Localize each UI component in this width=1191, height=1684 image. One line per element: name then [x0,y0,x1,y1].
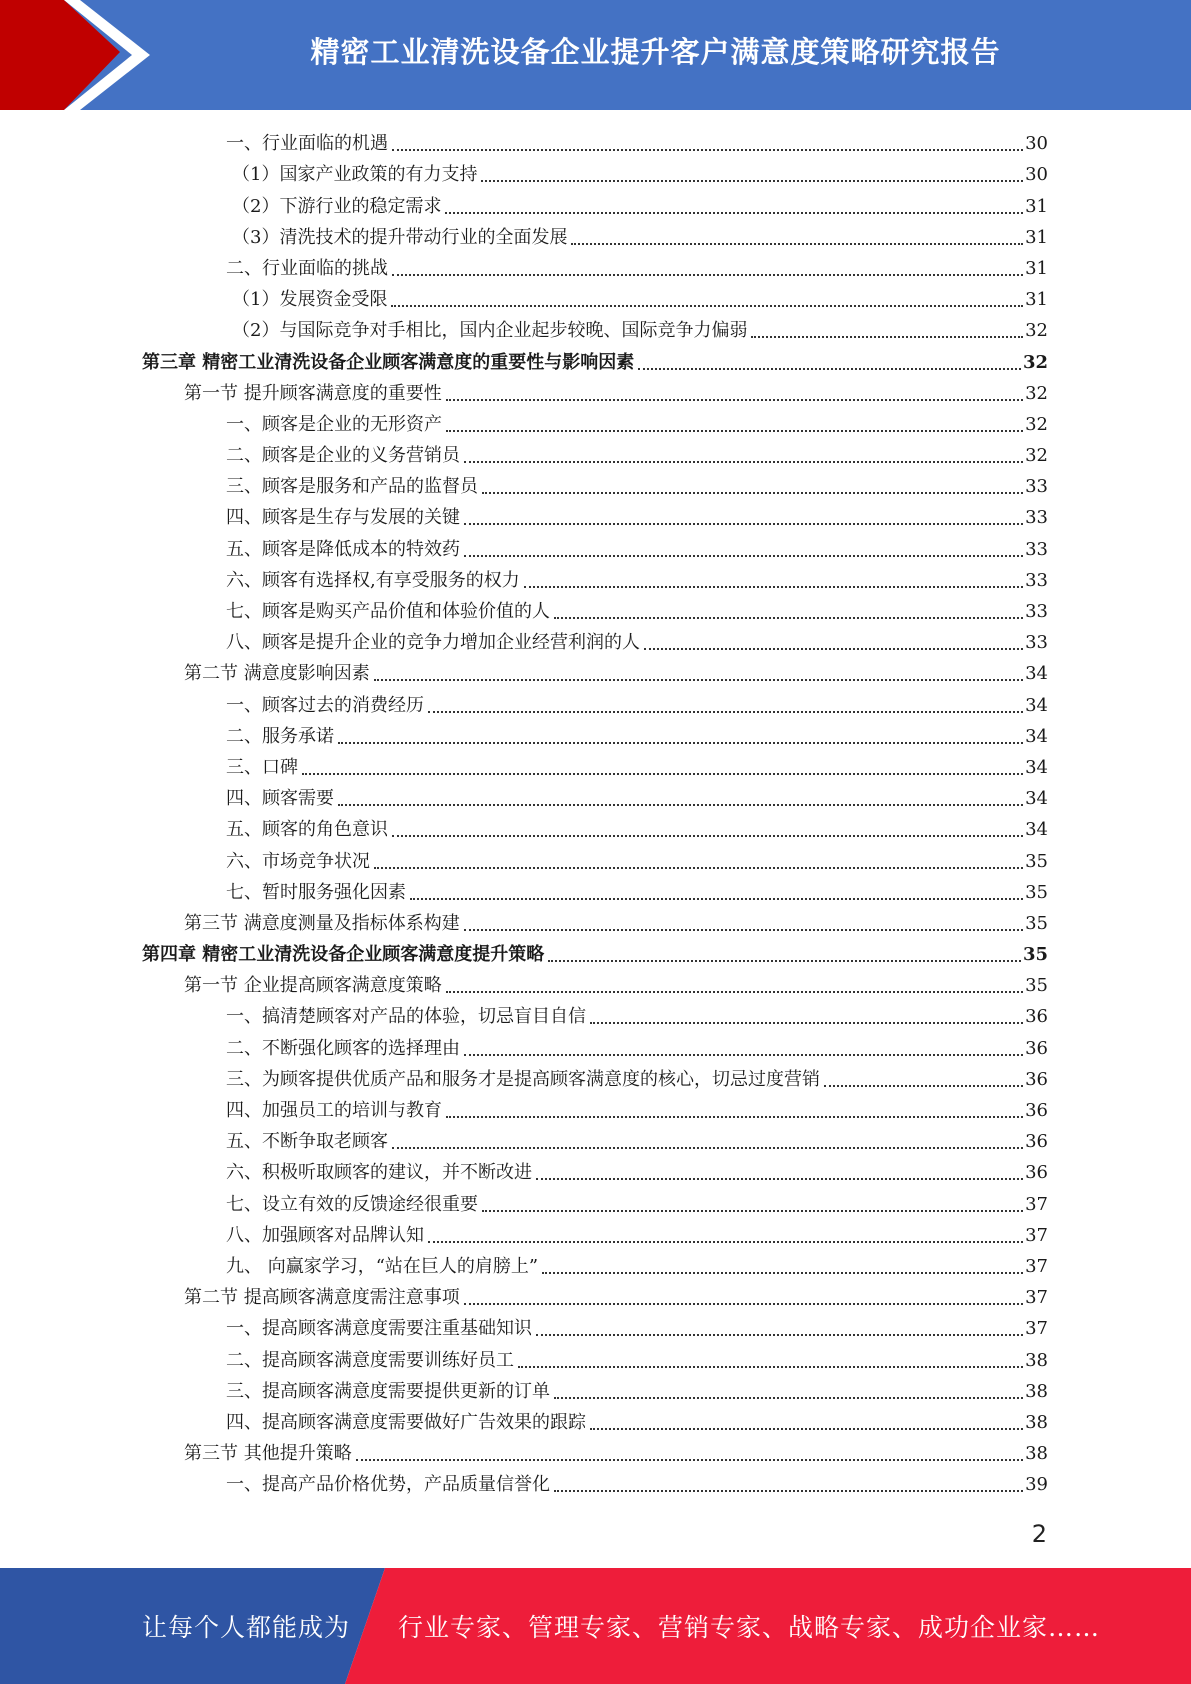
toc-entry[interactable] [142,658,1048,689]
toc-dot-leader [428,1240,1023,1243]
toc-entry[interactable] [142,1001,1048,1032]
toc-entry[interactable] [142,814,1048,845]
toc-entry-label: 三、提高顾客满意度需要提供更新的订单 [226,1380,550,1402]
toc-dot-leader [481,179,1023,182]
toc-entry-label: 九、 向赢家学习，“站在巨人的肩膀上” [226,1255,539,1277]
toc-entry[interactable] [142,1251,1048,1282]
toc-entry-page: 38 [1025,1411,1048,1433]
toc-entry-label: 二、服务承诺 [226,725,334,747]
toc-entry-page: 33 [1025,538,1048,560]
toc-entry-page: 38 [1025,1349,1048,1371]
toc-dot-leader [824,1084,1023,1087]
toc-entry-label: 二、顾客是企业的义务营销员 [226,445,460,467]
toc-entry-label: 一、提高产品价格优势，产品质量信誉化 [226,1474,550,1496]
toc-entry-label: 二、行业面临的挑战 [226,257,388,279]
toc-dot-leader [428,710,1023,713]
toc-entry[interactable] [142,596,1048,627]
toc-entry[interactable] [142,1376,1048,1407]
chevron-arrow-icon [0,0,150,110]
toc-entry-page: 37 [1025,1255,1048,1277]
table-of-contents [142,128,1048,1500]
toc-dot-leader [542,1271,1023,1274]
toc-entry[interactable] [142,1188,1048,1219]
footer-slogan-left: 让每个人都能成为 [142,1613,351,1642]
toc-entry[interactable] [142,1220,1048,1251]
toc-dot-leader [638,367,1021,370]
toc-entry[interactable] [142,315,1048,346]
toc-entry-page: 35 [1025,912,1048,934]
toc-entry-label: 第一节 企业提高顾客满意度策略 [184,975,442,997]
toc-entry-page: 34 [1025,756,1048,778]
toc-dot-leader [410,897,1023,900]
toc-dot-leader [751,335,1023,338]
footer-band [0,1568,1191,1684]
toc-entry-page: 36 [1025,1131,1048,1153]
toc-entry-page: 36 [1025,1162,1048,1184]
toc-entry[interactable] [142,1064,1048,1095]
toc-dot-leader [392,148,1023,151]
toc-entry[interactable] [142,845,1048,876]
toc-entry[interactable] [142,1313,1048,1344]
toc-entry-label: 五、不断争取老顾客 [226,1131,388,1153]
page-number: 2 [1031,1520,1047,1548]
toc-entry-label: 七、设立有效的反馈途经很重要 [226,1193,478,1215]
toc-entry[interactable] [142,253,1048,284]
toc-entry-page: 33 [1025,632,1048,654]
toc-entry-label: 一、提高顾客满意度需要注重基础知识 [226,1318,532,1340]
toc-entry-page: 37 [1025,1318,1048,1340]
toc-entry[interactable] [142,346,1048,377]
toc-entry-label: （3）清洗技术的提升带动行业的全面发展 [232,226,568,248]
toc-entry-page: 33 [1025,601,1048,622]
toc-entry-label: （1）发展资金受限 [232,289,388,311]
toc-dot-leader [590,1427,1023,1430]
toc-dot-leader [524,585,1023,588]
toc-entry-page: 31 [1025,195,1048,217]
toc-entry-label: 三、为顾客提供优质产品和服务才是提高顾客满意度的核心，切忌过度营销 [226,1068,820,1090]
toc-entry-page: 35 [1025,881,1048,903]
toc-dot-leader [464,928,1023,931]
toc-entry-page: 31 [1025,226,1048,248]
toc-entry-page: 37 [1025,1224,1048,1246]
toc-entry-page: 31 [1025,289,1048,311]
toc-entry[interactable] [142,222,1048,253]
toc-entry-label: 第三节 满意度测量及指标体系构建 [184,912,460,934]
toc-entry-label: 第三节 其他提升策略 [184,1443,352,1465]
toc-entry[interactable] [142,721,1048,752]
toc-entry-page: 36 [1025,1068,1048,1090]
toc-dot-leader [302,772,1023,775]
toc-dot-leader [464,1302,1023,1305]
toc-entry-label: 一、顾客是企业的无形资产 [226,413,442,435]
toc-entry[interactable] [142,409,1048,440]
toc-entry[interactable] [142,533,1048,564]
toc-entry-label: 一、搞清楚顾客对产品的体验，切忌盲目自信 [226,1006,586,1028]
toc-entry[interactable] [142,378,1048,409]
toc-dot-leader [590,1021,1023,1024]
toc-dot-leader [374,678,1023,681]
toc-entry-page: 35 [1025,975,1048,997]
toc-entry-page: 32 [1022,351,1048,373]
toc-entry-page: 36 [1025,1037,1048,1059]
toc-dot-leader [554,616,1023,619]
toc-entry-page: 35 [1022,944,1048,966]
toc-dot-leader [446,398,1023,401]
toc-entry-page: 38 [1025,1443,1048,1465]
toc-dot-leader [482,1209,1023,1212]
toc-entry[interactable] [142,908,1048,939]
toc-dot-leader [464,522,1023,525]
toc-dot-leader [446,429,1023,432]
toc-dot-leader [338,803,1023,806]
toc-entry-label: 八、顾客是提升企业的竞争力增加企业经营利润的人 [226,632,640,654]
toc-dot-leader [554,1489,1023,1492]
toc-entry-page: 31 [1025,257,1048,279]
toc-entry-label: 四、加强员工的培训与教育 [226,1100,442,1121]
toc-entry-label: 一、顾客过去的消费经历 [226,694,424,716]
toc-entry-page: 32 [1025,445,1048,467]
toc-entry[interactable] [142,1407,1048,1438]
footer-slogan-right: 行业专家、管理专家、营销专家、战略专家、成功企业家…… [398,1613,1101,1642]
toc-dot-leader [338,741,1023,744]
toc-entry-page: 36 [1025,1100,1048,1121]
toc-dot-leader [548,959,1021,962]
toc-entry-label: 二、不断强化顾客的选择理由 [226,1037,460,1059]
toc-entry[interactable] [142,1344,1048,1375]
toc-entry-label: 第二节 提高顾客满意度需注意事项 [184,1287,460,1309]
toc-dot-leader [536,1177,1023,1180]
toc-entry[interactable] [142,128,1048,159]
toc-entry[interactable] [142,440,1048,471]
toc-dot-leader [392,834,1023,837]
toc-entry-label: （1）国家产业政策的有力支持 [232,164,478,186]
toc-entry[interactable] [142,1157,1048,1188]
toc-entry[interactable] [142,1469,1048,1500]
toc-entry[interactable] [142,502,1048,533]
toc-entry-page: 33 [1025,569,1048,591]
toc-entry[interactable] [142,1282,1048,1313]
toc-entry-label: 第二节 满意度影响因素 [184,663,370,685]
toc-entry[interactable] [142,783,1048,814]
toc-entry-page: 34 [1025,788,1048,810]
toc-entry[interactable] [142,877,1048,908]
toc-dot-leader [392,1146,1023,1149]
toc-entry-label: 六、市场竞争状况 [226,850,370,872]
toc-dot-leader [446,1115,1023,1118]
toc-entry-page: 32 [1025,413,1048,435]
toc-dot-leader [392,273,1023,276]
toc-entry-label: 六、积极听取顾客的建议，并不断改进 [226,1162,532,1184]
toc-dot-leader [554,1396,1023,1399]
toc-dot-leader [482,491,1023,494]
toc-entry[interactable] [142,1032,1048,1063]
toc-entry-label: 七、顾客是购买产品价值和体验价值的人 [226,601,550,622]
toc-entry-label: 七、暂时服务强化因素 [226,881,406,903]
toc-entry-label: 五、顾客的角色意识 [226,819,388,841]
toc-dot-leader [518,1365,1023,1368]
toc-entry[interactable] [142,1095,1048,1126]
toc-entry-page: 33 [1025,507,1048,529]
toc-entry-label: 二、提高顾客满意度需要训练好员工 [226,1349,514,1371]
toc-entry-page: 32 [1025,320,1048,342]
toc-entry[interactable] [142,689,1048,720]
toc-entry-page: 37 [1025,1193,1048,1215]
toc-entry-label: 第三章 精密工业清洗设备企业顾客满意度的重要性与影响因素 [142,351,635,373]
toc-dot-leader [464,460,1023,463]
toc-entry-label: （2）与国际竞争对手相比，国内企业起步较晚、国际竞争力偏弱 [232,320,748,342]
toc-entry-label: 八、加强顾客对品牌认知 [226,1224,424,1246]
toc-entry-label: 四、提高顾客满意度需要做好广告效果的跟踪 [226,1411,586,1433]
toc-entry-page: 30 [1025,164,1048,186]
toc-dot-leader [445,211,1023,214]
toc-entry[interactable] [142,190,1048,221]
toc-dot-leader [391,304,1023,307]
toc-entry-label: 三、顾客是服务和产品的监督员 [226,476,478,498]
toc-entry-page: 35 [1025,850,1048,872]
toc-entry-page: 34 [1025,725,1048,747]
toc-entry-page: 34 [1025,663,1048,685]
toc-entry-page: 37 [1025,1287,1048,1309]
toc-dot-leader [644,647,1023,650]
toc-entry[interactable] [142,471,1048,502]
toc-entry[interactable] [142,970,1048,1001]
toc-entry-label: 四、顾客需要 [226,788,334,810]
toc-entry[interactable] [142,752,1048,783]
toc-entry-label: 三、口碑 [226,756,298,778]
header-band [0,0,1191,110]
toc-dot-leader [374,866,1023,869]
toc-entry-label: 一、行业面临的机遇 [226,133,388,155]
toc-entry[interactable] [142,159,1048,190]
toc-entry-page: 32 [1025,382,1048,404]
toc-entry[interactable] [142,939,1048,970]
toc-entry-label: 五、顾客是降低成本的特效药 [226,538,460,560]
toc-dot-leader [464,554,1023,557]
toc-dot-leader [464,1053,1023,1056]
toc-entry-page: 33 [1025,476,1048,498]
toc-entry-page: 38 [1025,1380,1048,1402]
toc-dot-leader [446,990,1023,993]
toc-entry-page: 30 [1025,133,1048,155]
toc-dot-leader [356,1458,1023,1461]
toc-entry-label: 六、顾客有选择权,有享受服务的权力 [226,569,520,591]
toc-entry-label: 四、顾客是生存与发展的关键 [226,507,460,529]
toc-entry-page: 39 [1025,1474,1048,1496]
toc-entry[interactable] [142,565,1048,596]
toc-entry[interactable] [142,284,1048,315]
toc-entry[interactable] [142,1438,1048,1469]
toc-entry-label: 第一节 提升顾客满意度的重要性 [184,382,442,404]
toc-entry-label: 第四章 精密工业清洗设备企业顾客满意度提升策略 [142,944,545,966]
report-title: 精密工业清洗设备企业提升客户满意度策略研究报告 [310,34,1001,69]
toc-entry[interactable] [142,1126,1048,1157]
toc-entry-label: （2）下游行业的稳定需求 [232,195,442,217]
toc-entry-page: 34 [1025,819,1048,841]
toc-entry-page: 36 [1025,1006,1048,1028]
toc-entry-page: 34 [1025,694,1048,716]
toc-entry[interactable] [142,627,1048,658]
toc-dot-leader [536,1333,1023,1336]
toc-dot-leader [571,242,1023,245]
